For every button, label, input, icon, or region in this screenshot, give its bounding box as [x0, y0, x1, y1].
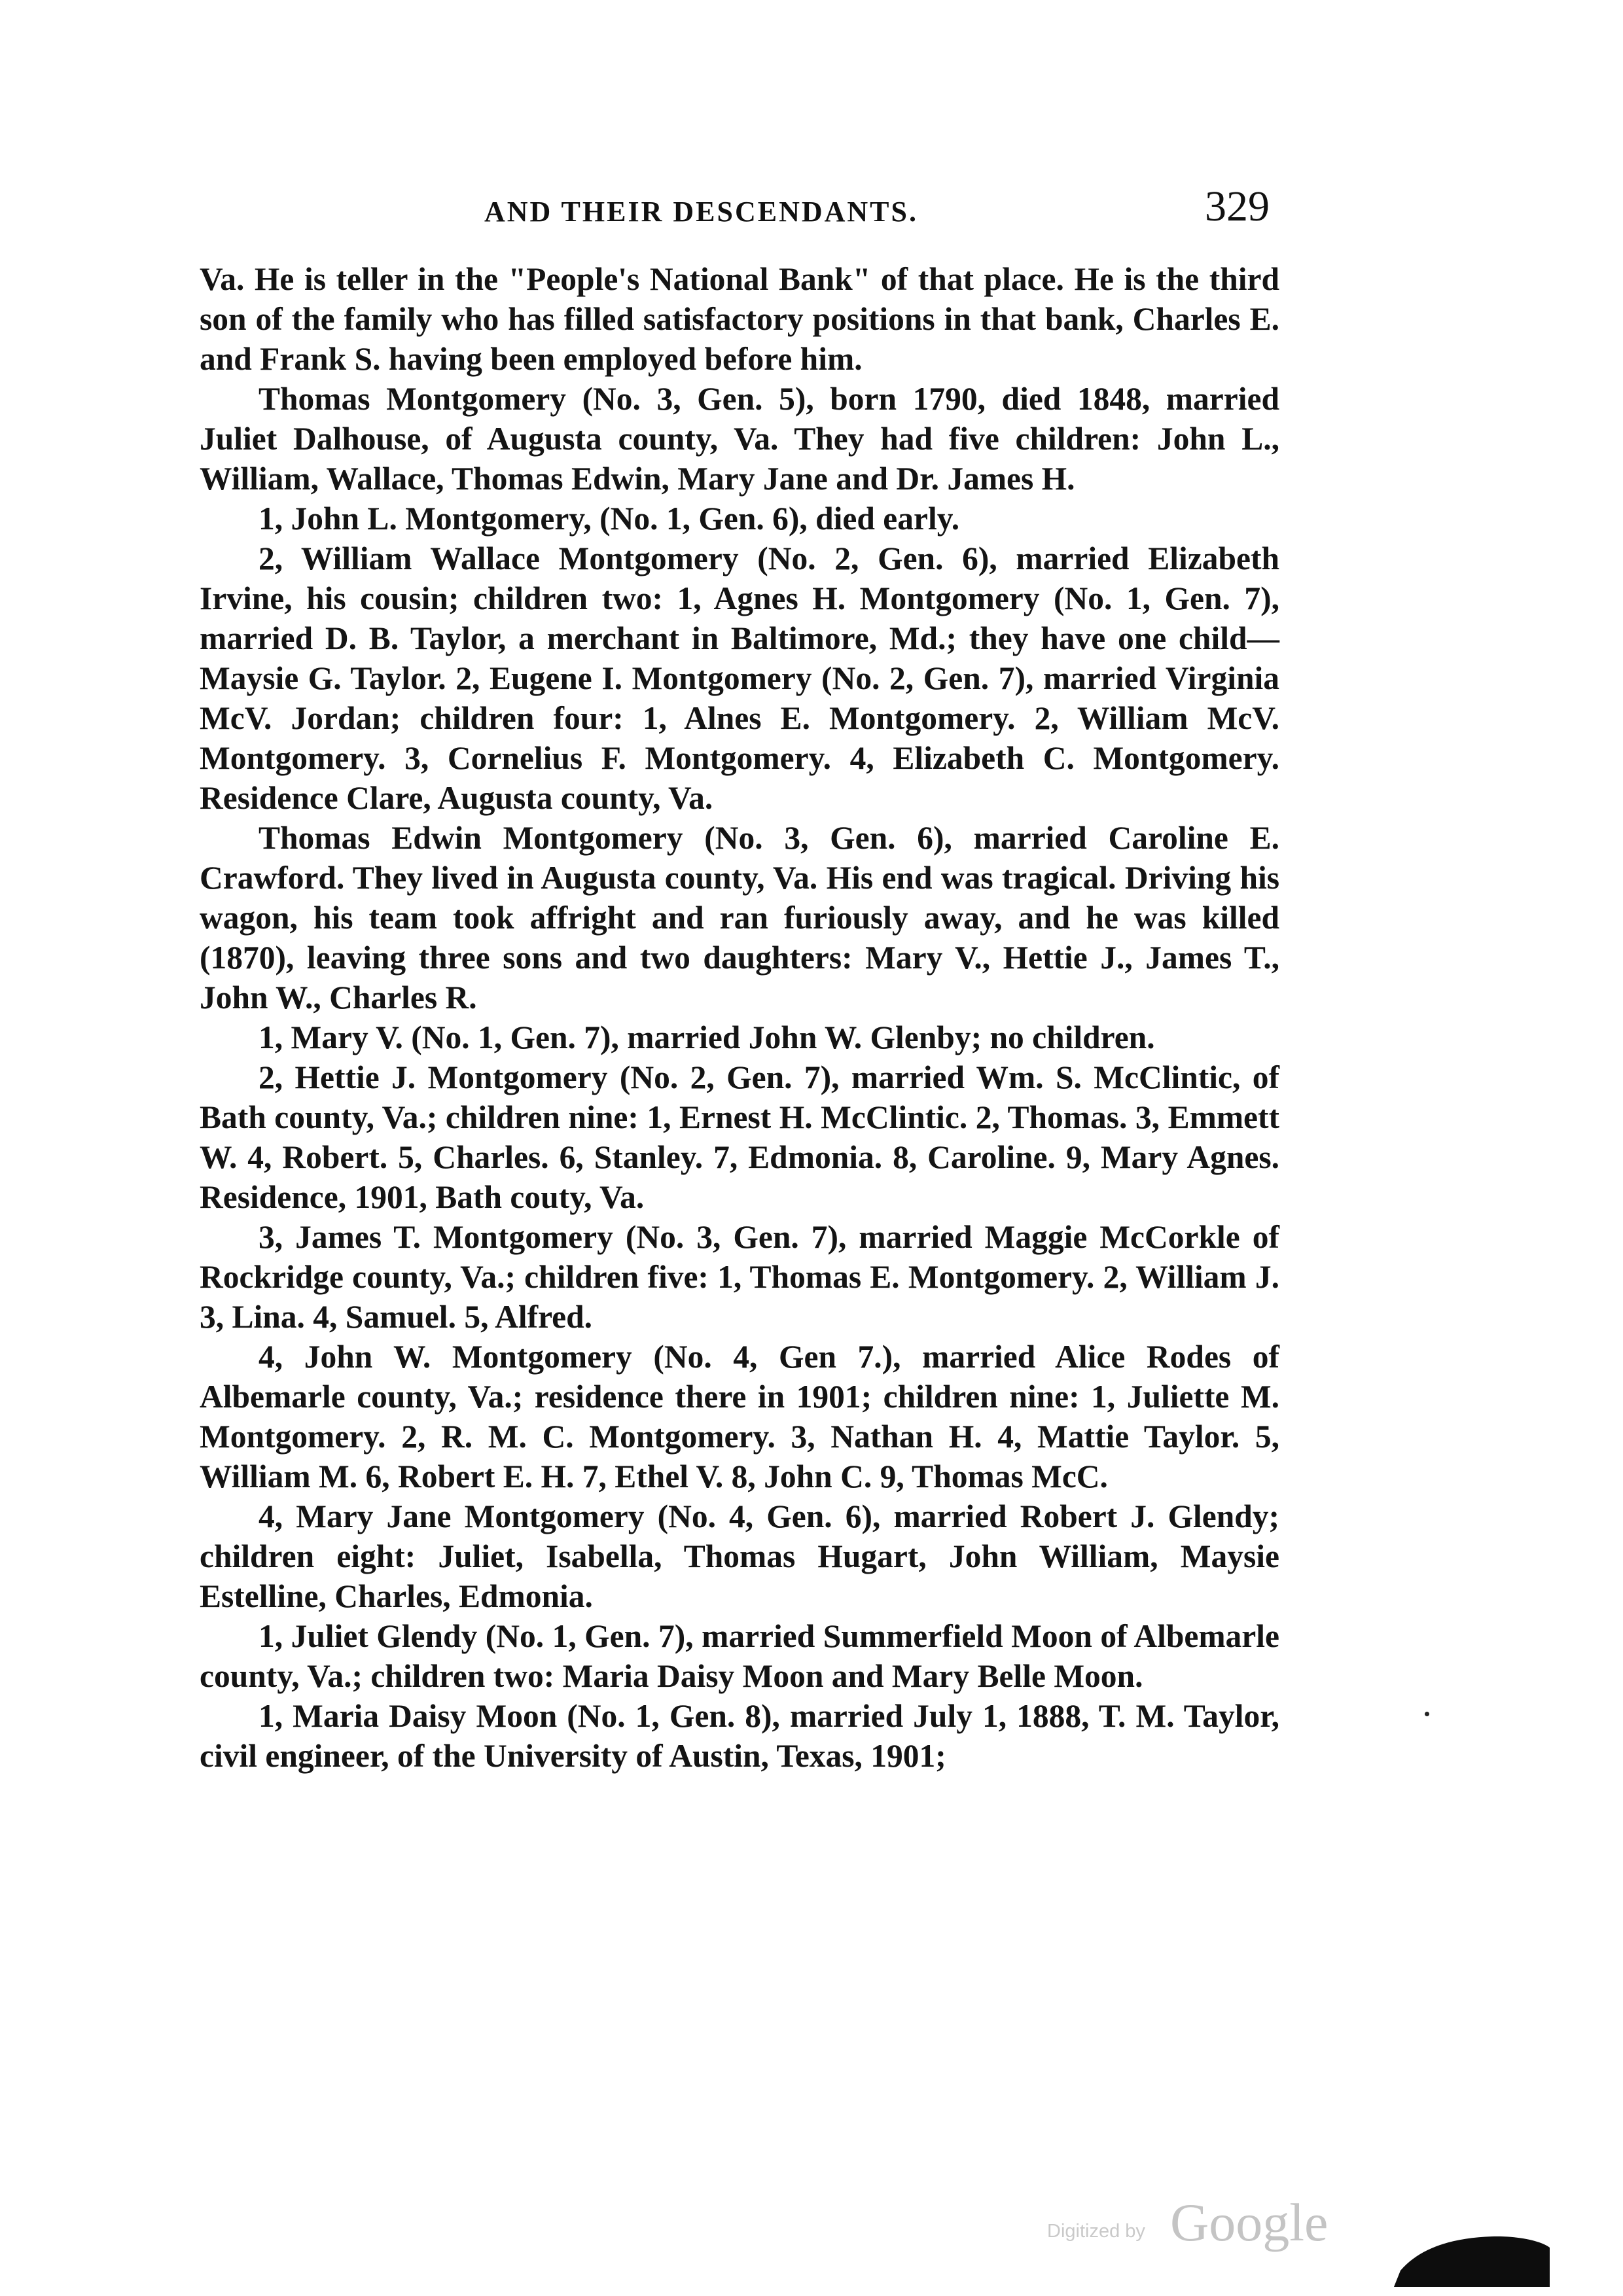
- scan-speck: [1425, 1712, 1429, 1716]
- page-header: [196, 177, 1276, 249]
- body-text: [200, 259, 1279, 1776]
- google-logo: Google: [1170, 2193, 1329, 2252]
- paragraph: 1, Maria Daisy Moon (No. 1, Gen. 8), married July 1, 1888, T. M. Taylor, civil engineer, of the University of Austin, Texas, 1901;: [200, 1698, 1279, 1774]
- paragraph: Thomas Montgomery (No. 3, Gen. 5), born 1790, died 1848, married Juliet Dalhouse, of Augusta county, Va. They had five children: John L., William, Wallace, Thomas Edwin, Mary Jane and Dr. James H.: [200, 381, 1279, 497]
- paragraph: 4, Mary Jane Montgomery (No. 4, Gen. 6), married Robert J. Glendy; children eight: Juliet, Isabella, Thomas Hugart, John William, Maysie Estelline, Charles, Edmonia.: [200, 1498, 1279, 1614]
- paragraph: 1, Mary V. (No. 1, Gen. 7), married John W. Glenby; no children.: [259, 1019, 1155, 1055]
- scan-artifact-blot: [1394, 2225, 1551, 2287]
- paragraph: Va. He is teller in the "People's National Bank" of that place. He is the third son of the family who has filled satisfactory positions in that bank, Charles E. and Frank S. having been employed before him.: [200, 261, 1279, 377]
- paragraph: Thomas Edwin Montgomery (No. 3, Gen. 6), married Caroline E. Crawford. They lived in Augusta county, Va. His end was tragical. Driving his wagon, his team took affright and ran furiously away, and he was killed (1870), leaving three sons and two daughters: Mary V., Hettie J., James T., John W., Charles R.: [200, 820, 1279, 1016]
- paragraph: 2, William Wallace Montgomery (No. 2, Gen. 6), married Elizabeth Irvine, his cousin; children two: 1, Agnes H. Montgomery (No. 1, Gen. 7), married D. B. Taylor, a merchant in Baltimore, Md.; they have one child—Maysie G. Taylor. 2, Eugene I. Montgomery (No. 2, Gen. 7), married Virginia McV. Jordan; children four: 1, Alnes E. Montgomery. 2, William McV. Montgomery. 3, Cornelius F. Montgomery. 4, Elizabeth C. Montgomery. Residence Clare, Augusta county, Va.: [200, 540, 1279, 816]
- digitized-watermark: [1047, 2192, 1348, 2264]
- paragraph: 4, John W. Montgomery (No. 4, Gen 7.), married Alice Rodes of Albemarle county, Va.; residence there in 1901; children nine: 1, Juliette M. Montgomery. 2, R. M. C. Montgomery. 3, Nathan H. 4, Mattie Taylor. 5, William M. 6, Robert E. H. 7, Ethel V. 8, John C. 9, Thomas McC.: [200, 1339, 1279, 1494]
- running-title: AND THEIR DESCENDANTS.: [484, 196, 918, 228]
- page-number: 329: [1205, 183, 1270, 230]
- paragraph: 2, Hettie J. Montgomery (No. 2, Gen. 7), married Wm. S. McClintic, of Bath county, Va.; children nine: 1, Ernest H. McClintic. 2, Thomas. 3, Emmett W. 4, Robert. 5, Charles. 6, Stanley. 7, Edmonia. 8, Caroline. 9, Mary Agnes. Residence, 1901, Bath couty, Va.: [200, 1059, 1279, 1215]
- digitized-label: Digitized by: [1047, 2221, 1145, 2242]
- paragraph: 1, John L. Montgomery, (No. 1, Gen. 6), died early.: [259, 501, 960, 537]
- paragraph: 3, James T. Montgomery (No. 3, Gen. 7), married Maggie McCorkle of Rockridge county, Va.; children five: 1, Thomas E. Montgomery. 2, William J. 3, Lina. 4, Samuel. 5, Alfred.: [200, 1219, 1279, 1335]
- paragraph: 1, Juliet Glendy (No. 1, Gen. 7), married Summerfield Moon of Albemarle county, Va.; children two: Maria Daisy Moon and Mary Belle Moon.: [200, 1618, 1279, 1694]
